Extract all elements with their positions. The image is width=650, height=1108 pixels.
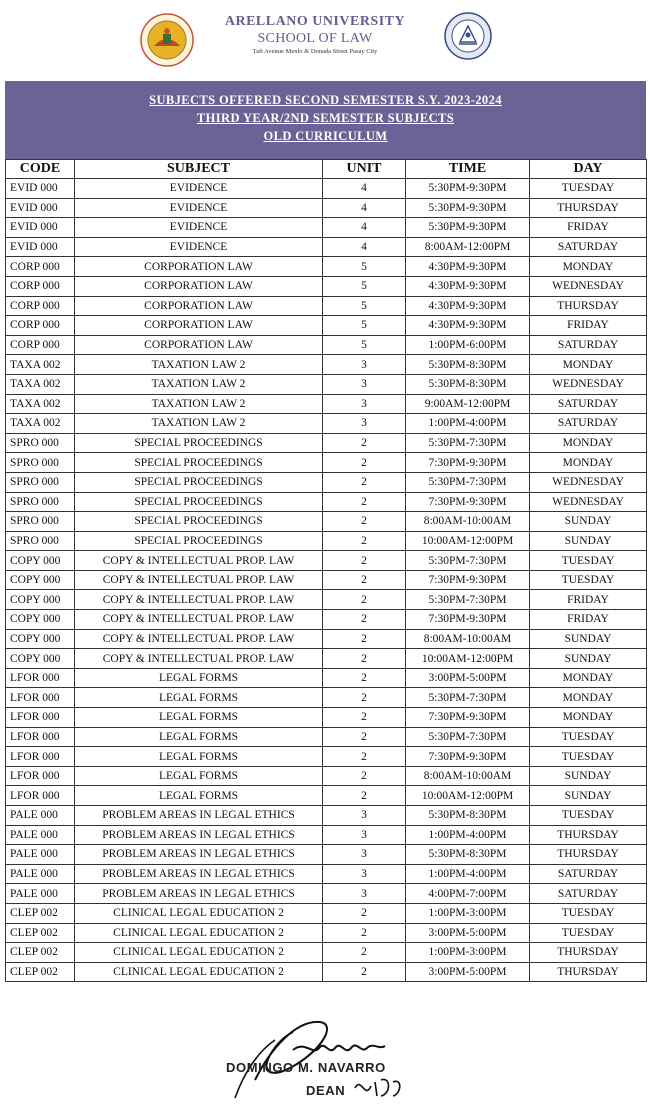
cell-time: 5:30PM-8:30PM xyxy=(406,355,530,375)
cell-code: TAXA 002 xyxy=(6,414,75,434)
table-row xyxy=(6,374,647,394)
table-row xyxy=(6,747,647,767)
cell-time: 5:30PM-7:30PM xyxy=(406,433,530,453)
cell-day: THURSDAY xyxy=(530,943,647,963)
table-row xyxy=(6,943,647,963)
table-row xyxy=(6,884,647,904)
table-body xyxy=(6,179,647,982)
cell-code: LFOR 000 xyxy=(6,727,75,747)
cell-code: PALE 000 xyxy=(6,806,75,826)
cell-time: 4:30PM-9:30PM xyxy=(406,257,530,277)
table-row xyxy=(6,708,647,728)
cell-subject: PROBLEM AREAS IN LEGAL ETHICS xyxy=(75,825,323,845)
cell-time: 7:30PM-9:30PM xyxy=(406,492,530,512)
cell-unit: 2 xyxy=(323,531,406,551)
banner-title-line-1: SUBJECTS OFFERED SECOND SEMESTER S.Y. 2023-2024 xyxy=(149,93,502,107)
cell-time: 8:00AM-12:00PM xyxy=(406,237,530,257)
table-row xyxy=(6,531,647,551)
cell-unit: 3 xyxy=(323,825,406,845)
cell-unit: 2 xyxy=(323,472,406,492)
cell-day: SATURDAY xyxy=(530,414,647,434)
cell-subject: LEGAL FORMS xyxy=(75,766,323,786)
cell-day: SATURDAY xyxy=(530,335,647,355)
cell-code: SPRO 000 xyxy=(6,453,75,473)
cell-subject: PROBLEM AREAS IN LEGAL ETHICS xyxy=(75,806,323,826)
banner-title-line-3: OLD CURRICULUM xyxy=(263,129,388,143)
cell-time: 3:00PM-5:00PM xyxy=(406,962,530,982)
cell-day: SUNDAY xyxy=(530,512,647,532)
column-header-day: DAY xyxy=(530,160,647,179)
table-row xyxy=(6,590,647,610)
cell-unit: 4 xyxy=(323,179,406,199)
cell-subject: SPECIAL PROCEEDINGS xyxy=(75,512,323,532)
cell-unit: 2 xyxy=(323,610,406,630)
cell-time: 4:30PM-9:30PM xyxy=(406,316,530,336)
cell-day: FRIDAY xyxy=(530,218,647,238)
cell-day: TUESDAY xyxy=(530,570,647,590)
cell-unit: 2 xyxy=(323,512,406,532)
table-row xyxy=(6,845,647,865)
cell-subject: CORPORATION LAW xyxy=(75,296,323,316)
cell-time: 7:30PM-9:30PM xyxy=(406,570,530,590)
cell-time: 7:30PM-9:30PM xyxy=(406,610,530,630)
cell-code: CLEP 002 xyxy=(6,943,75,963)
cell-code: LFOR 000 xyxy=(6,688,75,708)
cell-unit: 4 xyxy=(323,218,406,238)
cell-day: THURSDAY xyxy=(530,198,647,218)
table-row xyxy=(6,727,647,747)
law-seal-logo xyxy=(443,11,493,61)
cell-time: 8:00AM-10:00AM xyxy=(406,512,530,532)
cell-unit: 2 xyxy=(323,708,406,728)
table-row xyxy=(6,923,647,943)
cell-day: SUNDAY xyxy=(530,786,647,806)
table-row xyxy=(6,198,647,218)
cell-unit: 2 xyxy=(323,903,406,923)
cell-subject: PROBLEM AREAS IN LEGAL ETHICS xyxy=(75,884,323,904)
cell-subject: TAXATION LAW 2 xyxy=(75,394,323,414)
cell-time: 5:30PM-9:30PM xyxy=(406,218,530,238)
cell-time: 5:30PM-8:30PM xyxy=(406,806,530,826)
cell-subject: LEGAL FORMS xyxy=(75,786,323,806)
cell-code: COPY 000 xyxy=(6,649,75,669)
table-row xyxy=(6,335,647,355)
cell-time: 4:30PM-9:30PM xyxy=(406,296,530,316)
cell-time: 5:30PM-8:30PM xyxy=(406,374,530,394)
cell-subject: SPECIAL PROCEEDINGS xyxy=(75,433,323,453)
cell-code: PALE 000 xyxy=(6,864,75,884)
cell-time: 5:30PM-9:30PM xyxy=(406,179,530,199)
column-header-time: TIME xyxy=(406,160,530,179)
cell-time: 5:30PM-7:30PM xyxy=(406,590,530,610)
table-row xyxy=(6,316,647,336)
school-address: Taft Avenue Menlo & Donada Street Pasay City xyxy=(252,48,378,55)
table-row xyxy=(6,296,647,316)
cell-subject: PROBLEM AREAS IN LEGAL ETHICS xyxy=(75,845,323,865)
cell-day: TUESDAY xyxy=(530,727,647,747)
cell-unit: 2 xyxy=(323,747,406,767)
cell-unit: 2 xyxy=(323,649,406,669)
cell-time: 5:30PM-7:30PM xyxy=(406,727,530,747)
table-row xyxy=(6,394,647,414)
document-header xyxy=(0,0,650,78)
cell-unit: 2 xyxy=(323,923,406,943)
table-row xyxy=(6,864,647,884)
cell-time: 8:00AM-10:00AM xyxy=(406,766,530,786)
cell-code: PALE 000 xyxy=(6,845,75,865)
cell-unit: 3 xyxy=(323,355,406,375)
cell-unit: 2 xyxy=(323,629,406,649)
school-name: SCHOOL OF LAW xyxy=(257,31,373,46)
cell-day: FRIDAY xyxy=(530,610,647,630)
cell-time: 10:00AM-12:00PM xyxy=(406,531,530,551)
cell-code: CORP 000 xyxy=(6,276,75,296)
cell-unit: 2 xyxy=(323,570,406,590)
cell-code: COPY 000 xyxy=(6,570,75,590)
cell-code: COPY 000 xyxy=(6,551,75,571)
cell-unit: 5 xyxy=(323,296,406,316)
cell-time: 1:00PM-3:00PM xyxy=(406,903,530,923)
cell-subject: COPY & INTELLECTUAL PROP. LAW xyxy=(75,610,323,630)
banner-title-line-2: THIRD YEAR/2ND SEMESTER SUBJECTS xyxy=(196,111,455,125)
cell-time: 5:30PM-8:30PM xyxy=(406,845,530,865)
table-row xyxy=(6,453,647,473)
cell-day: FRIDAY xyxy=(530,316,647,336)
cell-subject: CORPORATION LAW xyxy=(75,316,323,336)
cell-code: CORP 000 xyxy=(6,257,75,277)
table-header-row xyxy=(6,160,647,179)
cell-day: WEDNESDAY xyxy=(530,492,647,512)
cell-unit: 4 xyxy=(323,198,406,218)
cell-time: 5:30PM-7:30PM xyxy=(406,551,530,571)
cell-day: TUESDAY xyxy=(530,923,647,943)
cell-subject: CORPORATION LAW xyxy=(75,276,323,296)
cell-unit: 2 xyxy=(323,943,406,963)
cell-time: 7:30PM-9:30PM xyxy=(406,708,530,728)
cell-day: MONDAY xyxy=(530,668,647,688)
cell-subject: LEGAL FORMS xyxy=(75,688,323,708)
cell-unit: 2 xyxy=(323,688,406,708)
cell-unit: 2 xyxy=(323,453,406,473)
cell-unit: 3 xyxy=(323,394,406,414)
table-row xyxy=(6,766,647,786)
cell-code: LFOR 000 xyxy=(6,747,75,767)
cell-code: LFOR 000 xyxy=(6,766,75,786)
table-row xyxy=(6,610,647,630)
cell-unit: 3 xyxy=(323,806,406,826)
cell-day: THURSDAY xyxy=(530,825,647,845)
cell-unit: 5 xyxy=(323,335,406,355)
table-row xyxy=(6,688,647,708)
cell-code: CORP 000 xyxy=(6,335,75,355)
cell-subject: COPY & INTELLECTUAL PROP. LAW xyxy=(75,629,323,649)
table-row xyxy=(6,492,647,512)
cell-subject: TAXATION LAW 2 xyxy=(75,355,323,375)
cell-unit: 5 xyxy=(323,316,406,336)
cell-day: SATURDAY xyxy=(530,864,647,884)
cell-time: 7:30PM-9:30PM xyxy=(406,747,530,767)
cell-day: SUNDAY xyxy=(530,531,647,551)
cell-unit: 3 xyxy=(323,884,406,904)
cell-time: 1:00PM-3:00PM xyxy=(406,943,530,963)
table-row xyxy=(6,629,647,649)
cell-code: SPRO 000 xyxy=(6,492,75,512)
cell-unit: 3 xyxy=(323,374,406,394)
cell-subject: COPY & INTELLECTUAL PROP. LAW xyxy=(75,570,323,590)
table-row xyxy=(6,551,647,571)
cell-unit: 2 xyxy=(323,786,406,806)
cell-code: CLEP 002 xyxy=(6,923,75,943)
cell-time: 5:30PM-7:30PM xyxy=(406,688,530,708)
cell-time: 5:30PM-7:30PM xyxy=(406,472,530,492)
table-row xyxy=(6,179,647,199)
cell-day: MONDAY xyxy=(530,433,647,453)
table-row xyxy=(6,257,647,277)
table-row xyxy=(6,218,647,238)
signatory-title: DEAN xyxy=(306,1083,346,1098)
cell-time: 3:00PM-5:00PM xyxy=(406,923,530,943)
cell-day: SATURDAY xyxy=(530,394,647,414)
university-name: ARELLANO UNIVERSITY xyxy=(224,14,406,29)
cell-unit: 2 xyxy=(323,727,406,747)
cell-subject: SPECIAL PROCEEDINGS xyxy=(75,472,323,492)
cell-unit: 2 xyxy=(323,668,406,688)
cell-unit: 2 xyxy=(323,962,406,982)
cell-unit: 3 xyxy=(323,864,406,884)
cell-time: 3:00PM-5:00PM xyxy=(406,668,530,688)
cell-day: TUESDAY xyxy=(530,903,647,923)
cell-subject: SPECIAL PROCEEDINGS xyxy=(75,531,323,551)
cell-subject: COPY & INTELLECTUAL PROP. LAW xyxy=(75,590,323,610)
cell-time: 10:00AM-12:00PM xyxy=(406,649,530,669)
cell-subject: EVIDENCE xyxy=(75,179,323,199)
cell-time: 1:00PM-4:00PM xyxy=(406,864,530,884)
cell-time: 1:00PM-4:00PM xyxy=(406,414,530,434)
cell-code: EVID 000 xyxy=(6,218,75,238)
cell-subject: EVIDENCE xyxy=(75,218,323,238)
cell-subject: TAXATION LAW 2 xyxy=(75,414,323,434)
cell-code: SPRO 000 xyxy=(6,512,75,532)
table-row xyxy=(6,668,647,688)
cell-subject: COPY & INTELLECTUAL PROP. LAW xyxy=(75,649,323,669)
cell-day: SUNDAY xyxy=(530,649,647,669)
table-row xyxy=(6,825,647,845)
cell-subject: EVIDENCE xyxy=(75,198,323,218)
cell-time: 5:30PM-9:30PM xyxy=(406,198,530,218)
cell-code: COPY 000 xyxy=(6,610,75,630)
cell-day: MONDAY xyxy=(530,453,647,473)
cell-subject: SPECIAL PROCEEDINGS xyxy=(75,492,323,512)
cell-time: 1:00PM-4:00PM xyxy=(406,825,530,845)
cell-day: MONDAY xyxy=(530,355,647,375)
cell-subject: CLINICAL LEGAL EDUCATION 2 xyxy=(75,943,323,963)
cell-time: 1:00PM-6:00PM xyxy=(406,335,530,355)
cell-day: WEDNESDAY xyxy=(530,374,647,394)
cell-unit: 2 xyxy=(323,433,406,453)
column-header-code: CODE xyxy=(6,160,75,179)
cell-code: LFOR 000 xyxy=(6,786,75,806)
cell-day: MONDAY xyxy=(530,708,647,728)
cell-unit: 2 xyxy=(323,551,406,571)
cell-day: WEDNESDAY xyxy=(530,472,647,492)
cell-unit: 2 xyxy=(323,492,406,512)
table-row xyxy=(6,806,647,826)
table-row xyxy=(6,433,647,453)
cell-day: SATURDAY xyxy=(530,237,647,257)
cell-day: TUESDAY xyxy=(530,747,647,767)
cell-day: SATURDAY xyxy=(530,884,647,904)
cell-subject: CLINICAL LEGAL EDUCATION 2 xyxy=(75,903,323,923)
column-header-subject: SUBJECT xyxy=(75,160,323,179)
cell-time: 7:30PM-9:30PM xyxy=(406,453,530,473)
cell-time: 8:00AM-10:00AM xyxy=(406,629,530,649)
cell-day: THURSDAY xyxy=(530,296,647,316)
cell-code: CORP 000 xyxy=(6,296,75,316)
cell-unit: 5 xyxy=(323,276,406,296)
arellano-seal-logo xyxy=(139,12,195,68)
table-row xyxy=(6,276,647,296)
cell-day: SUNDAY xyxy=(530,766,647,786)
cell-code: TAXA 002 xyxy=(6,374,75,394)
signatory-name: DOMINGO M. NAVARRO xyxy=(226,1060,386,1075)
cell-time: 4:00PM-7:00PM xyxy=(406,884,530,904)
cell-code: LFOR 000 xyxy=(6,668,75,688)
cell-unit: 3 xyxy=(323,845,406,865)
cell-code: COPY 000 xyxy=(6,590,75,610)
cell-code: LFOR 000 xyxy=(6,708,75,728)
cell-code: SPRO 000 xyxy=(6,433,75,453)
table-row xyxy=(6,512,647,532)
cell-unit: 3 xyxy=(323,414,406,434)
cell-code: PALE 000 xyxy=(6,884,75,904)
table-row xyxy=(6,414,647,434)
cell-day: MONDAY xyxy=(530,257,647,277)
cell-subject: LEGAL FORMS xyxy=(75,668,323,688)
cell-code: TAXA 002 xyxy=(6,355,75,375)
cell-day: THURSDAY xyxy=(530,962,647,982)
table-row xyxy=(6,962,647,982)
cell-code: SPRO 000 xyxy=(6,472,75,492)
cell-code: CLEP 002 xyxy=(6,962,75,982)
cell-subject: EVIDENCE xyxy=(75,237,323,257)
cell-day: WEDNESDAY xyxy=(530,276,647,296)
cell-code: COPY 000 xyxy=(6,629,75,649)
table-row xyxy=(6,472,647,492)
cell-subject: PROBLEM AREAS IN LEGAL ETHICS xyxy=(75,864,323,884)
cell-day: FRIDAY xyxy=(530,590,647,610)
cell-code: CLEP 002 xyxy=(6,903,75,923)
cell-subject: SPECIAL PROCEEDINGS xyxy=(75,453,323,473)
table-row xyxy=(6,903,647,923)
title-banner xyxy=(5,81,646,159)
table-row xyxy=(6,786,647,806)
cell-day: MONDAY xyxy=(530,688,647,708)
cell-unit: 2 xyxy=(323,590,406,610)
cell-unit: 5 xyxy=(323,257,406,277)
cell-unit: 4 xyxy=(323,237,406,257)
cell-unit: 2 xyxy=(323,766,406,786)
cell-subject: CORPORATION LAW xyxy=(75,335,323,355)
subjects-table xyxy=(5,159,647,982)
cell-code: PALE 000 xyxy=(6,825,75,845)
cell-code: TAXA 002 xyxy=(6,394,75,414)
table-row xyxy=(6,355,647,375)
cell-time: 9:00AM-12:00PM xyxy=(406,394,530,414)
cell-day: TUESDAY xyxy=(530,551,647,571)
cell-subject: COPY & INTELLECTUAL PROP. LAW xyxy=(75,551,323,571)
table-row xyxy=(6,649,647,669)
cell-subject: LEGAL FORMS xyxy=(75,708,323,728)
cell-subject: TAXATION LAW 2 xyxy=(75,374,323,394)
cell-day: TUESDAY xyxy=(530,179,647,199)
cell-subject: LEGAL FORMS xyxy=(75,747,323,767)
cell-code: CORP 000 xyxy=(6,316,75,336)
cell-day: TUESDAY xyxy=(530,806,647,826)
table-row xyxy=(6,237,647,257)
cell-subject: LEGAL FORMS xyxy=(75,727,323,747)
cell-time: 10:00AM-12:00PM xyxy=(406,786,530,806)
table-row xyxy=(6,570,647,590)
cell-subject: CLINICAL LEGAL EDUCATION 2 xyxy=(75,962,323,982)
cell-subject: CLINICAL LEGAL EDUCATION 2 xyxy=(75,923,323,943)
cell-subject: CORPORATION LAW xyxy=(75,257,323,277)
cell-day: THURSDAY xyxy=(530,845,647,865)
cell-code: EVID 000 xyxy=(6,179,75,199)
cell-code: EVID 000 xyxy=(6,198,75,218)
cell-time: 4:30PM-9:30PM xyxy=(406,276,530,296)
cell-day: SUNDAY xyxy=(530,629,647,649)
cell-code: EVID 000 xyxy=(6,237,75,257)
cell-code: SPRO 000 xyxy=(6,531,75,551)
column-header-unit: UNIT xyxy=(323,160,406,179)
